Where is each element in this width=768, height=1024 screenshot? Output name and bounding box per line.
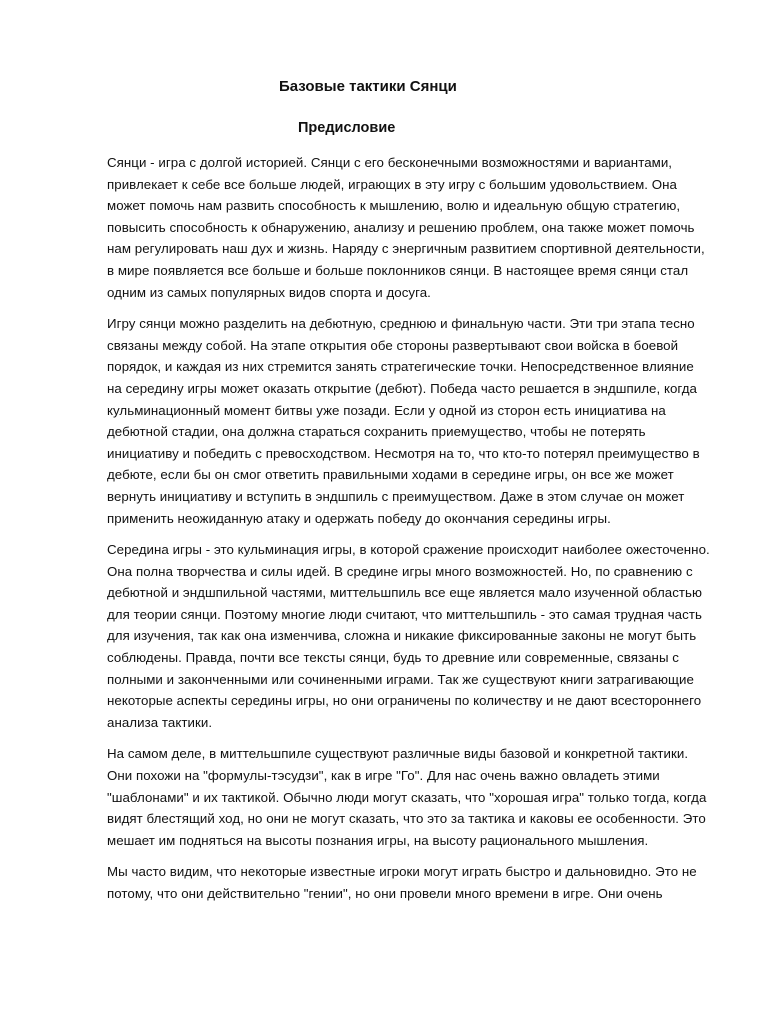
paragraph-tactics: На самом деле, в миттельшпиле существуют различные виды базовой и конкретной тактики. Они похожи на "формулы-тэсудзи", как в игре "Го". Для нас очень важно овладеть этими "шаблонами" и их тактикой. Обычно люди могут сказать, что "хорошая игра" только тогда, когда видят блестящий ход, но они не могут сказать, что это за тактика и каковы ее особенности. Это мешает им подняться на высоты познания игры, на высоту рационального мышления. <box>107 746 707 848</box>
paragraph-intro: Сянци - игра с долгой историей. Сянци с его бесконечными возможностями и вариантами, привлекает к себе все больше людей, играющих в эту игру с большим удовольствием. Она может помочь нам развить способность к мышлению, волю и идеальную общую стратегию, повысить способность к обнаружению, анализу и решению проблем, она также может помочь нам регулировать наш дух и жизнь. Наряду с энергичным развитием спортивной деятельности, в мире появляется все больше и больше поклонников сянци. В настоящее время сянци стал одним из самых популярных видов спорта и досуга. <box>107 155 705 300</box>
document-subtitle: Предисловие <box>298 120 396 136</box>
paragraph-middlegame: Середина игры - это кульминация игры, в которой сражение происходит наиболее ожесточенно. Она полна творчества и силы идей. В средине игры много возможностей. Но, по сравнению с дебютной и эндшпильной частями, миттельшпиль все еще является мало изученной областью для теории сянци. Поэтому многие люди считают, что миттельшпиль - это самая трудная часть для изучения, так как она изменчива, сложна и никакие фиксированные законы не могут быть соблюдены. Правда, почти все тексты сянци, будь то древние или современные, связаны с полными и законченными или сочиненными играми. Так же существуют книги затрагивающие некоторые аспекты середины игры, но они ограничены по количеству и не дают всестороннего анализа тактики. <box>107 542 710 730</box>
paragraph-game-stages: Игру сянци можно разделить на дебютную, среднюю и финальную части. Эти три этапа тесно связаны между собой. На этапе открытия обе стороны развертывают свои войска в боевой порядок, и каждая из них стремится занять стратегические точки. Непосредственное влияние на середину игры может оказать открытие (дебют). Победа часто решается в эндшпиле, когда кульминационный момент битвы уже позади. Если у одной из сторон есть инициатива на дебютной стадии, она должна стараться сохранить приемущество, чтобы не потерять инициативу и победить с превосходством. Несмотря на то, что кто-то потерял преимущество в дебюте, если бы он смог ответить правильными ходами в середине игры, он все же может вернуть инициативу и вступить в эндшпиль с преимуществом. Даже в этом случае он может применить неожиданную атаку и одержать победу до окончания середины игры. <box>107 316 700 526</box>
document-title: Базовые тактики Сянци <box>279 78 457 95</box>
paragraph-players: Мы часто видим, что некоторые известные игроки могут играть быстро и дальновидно. Это не потому, что они действительно "гении", но они провели много времени в игре. Они очень <box>107 864 697 901</box>
